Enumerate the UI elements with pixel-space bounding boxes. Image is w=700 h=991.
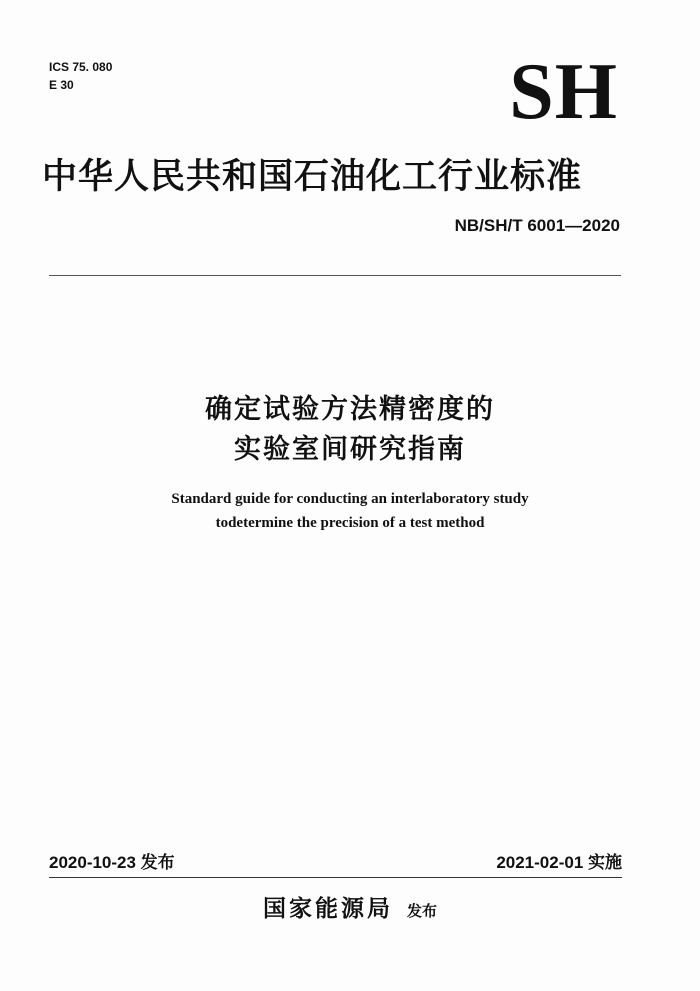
ics-code: ICS 75. 080 (49, 60, 113, 74)
chinese-title-line-2: 实验室间研究指南 (234, 434, 466, 465)
sh-logo: SH (509, 48, 618, 136)
chinese-title-line-1: 确定试验方法精密度的 (205, 394, 495, 425)
english-title (0, 487, 700, 535)
standard-code: NB/SH/T 6001—2020 (454, 216, 620, 235)
standard-type-title: 中华人民共和国石油化工行业标准 (42, 157, 583, 197)
effective-date: 2021-02-01 实施 (496, 853, 622, 872)
issuer-action: 发布 (406, 902, 437, 920)
issue-date: 2020-10-23 发布 (49, 853, 175, 872)
issuer-block (0, 893, 700, 927)
chinese-title (0, 390, 700, 470)
english-title-line-1: Standard guide for conducting an interlaboratory study (171, 491, 529, 507)
classification-codes (49, 58, 112, 94)
issuer-name: 国家能源局 (262, 896, 393, 922)
english-title-line-2: todetermine the precision of a test method (215, 515, 485, 531)
top-divider (49, 275, 621, 276)
ccs-code: E 30 (49, 78, 74, 92)
bottom-divider (49, 877, 622, 878)
